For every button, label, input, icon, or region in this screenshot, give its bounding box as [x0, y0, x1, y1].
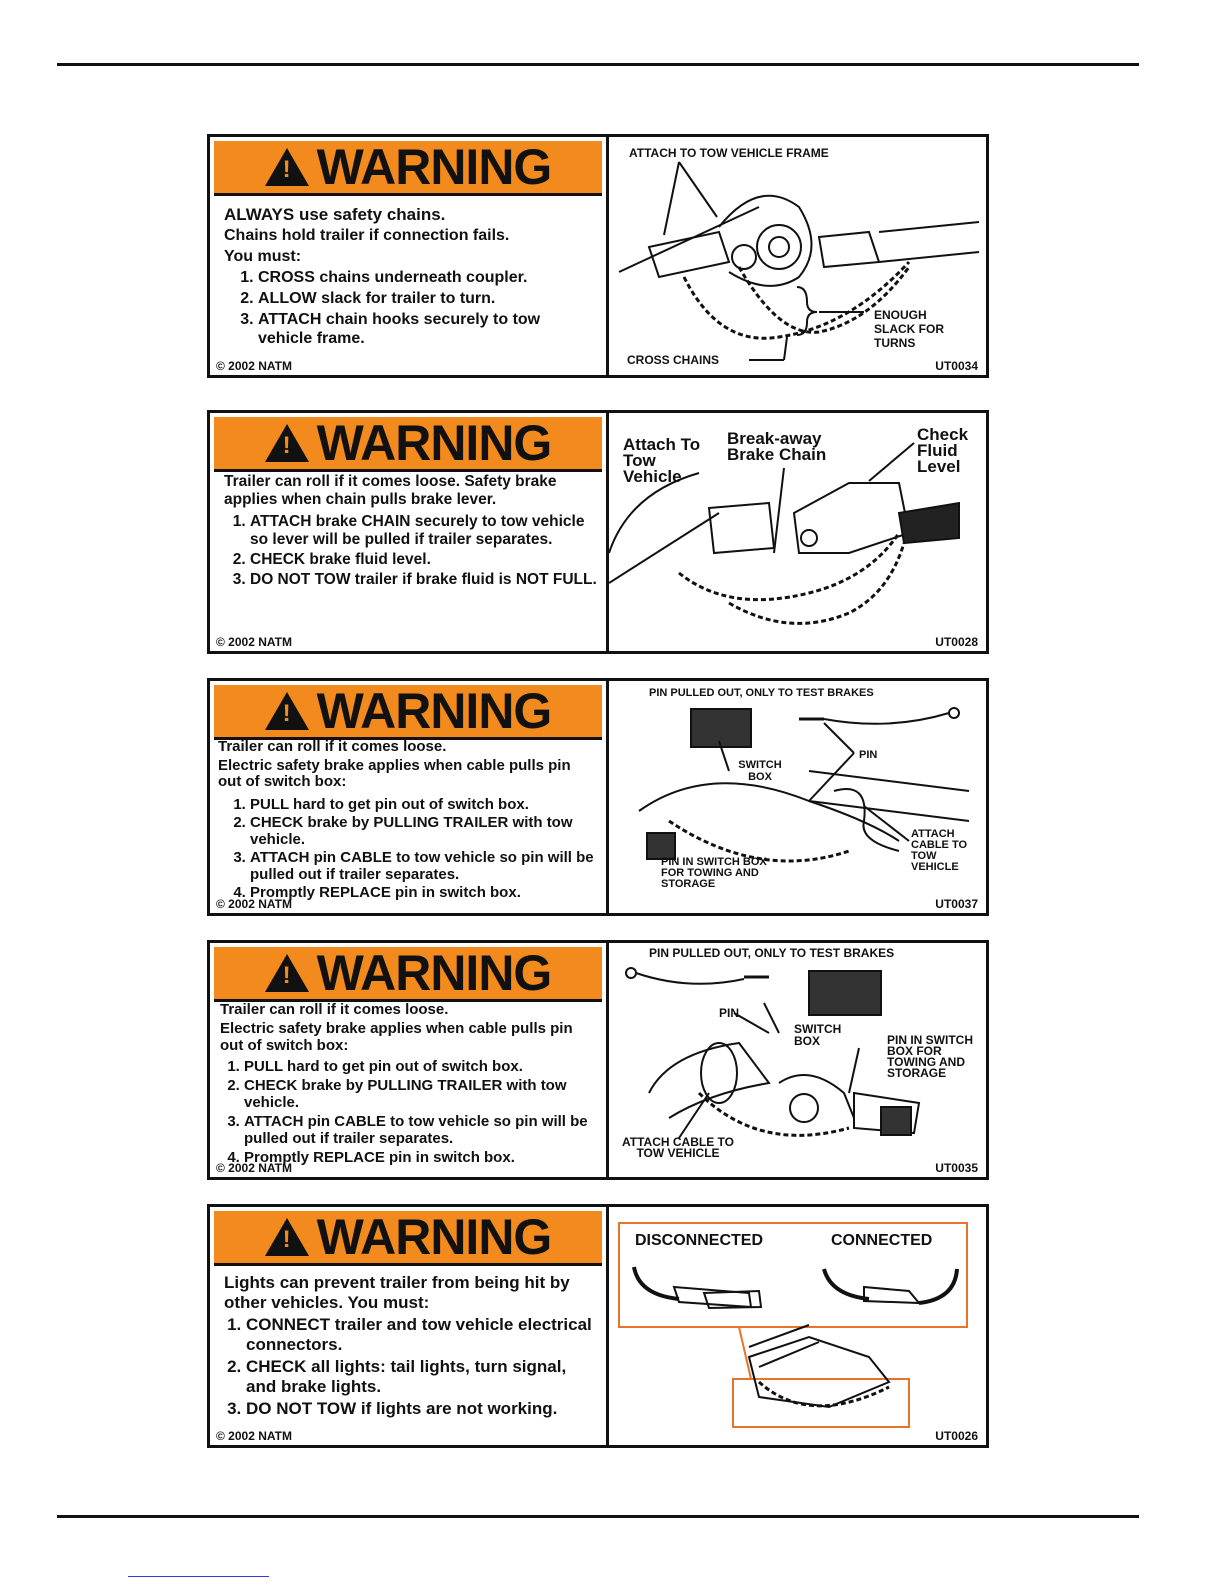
label-body: [224, 205, 598, 350]
caption-pin-pulled-out: PIN PULLED OUT, ONLY TO TEST BRAKES: [649, 687, 874, 699]
intro-line: Trailer can roll if it comes loose. Safety brake applies when chain pulls brake lever.: [224, 473, 557, 508]
caption-attach-tow-vehicle: Attach To Tow Vehicle: [623, 435, 701, 486]
intro-line: Chains hold trailer if connection fails.: [224, 227, 510, 244]
intro-line: Electric safety brake applies when cable pulls pin out of switch box:: [220, 1020, 573, 1054]
warning-heading: WARNING: [316, 1209, 552, 1265]
caption-switch-box: SWITCH BOX: [738, 759, 782, 783]
label-text-panel: [210, 943, 609, 1177]
warning-triangle-icon: [265, 954, 309, 992]
steps-list: [220, 1058, 598, 1166]
warning-label-lights: [207, 1204, 989, 1448]
caption-attach-frame: ATTACH TO TOW VEHICLE FRAME: [629, 146, 829, 160]
warning-triangle-icon: [265, 1218, 309, 1256]
step-item: 1. CONNECT trailer and tow vehicle electrical connectors.: [246, 1315, 598, 1355]
label-text-panel: [210, 137, 609, 375]
step-item: 2. ALLOW slack for trailer to turn.: [258, 289, 598, 308]
intro-line: You must:: [224, 248, 302, 265]
warning-heading: WARNING: [316, 415, 552, 471]
warning-heading: WARNING: [316, 139, 552, 195]
warning-banner: [214, 1211, 602, 1266]
label-illustration-panel: [609, 413, 986, 651]
steps-list: [224, 1315, 598, 1419]
warning-banner: [214, 947, 602, 1002]
step-item: 4. Promptly REPLACE pin in switch box.: [250, 885, 598, 902]
intro-line: Lights can prevent trailer from being hit by other vehicles. You must:: [224, 1273, 570, 1312]
step-item: 1. CROSS chains underneath coupler.: [258, 268, 598, 287]
caption-breakaway-chain: Break-away Brake Chain: [727, 429, 827, 464]
step-item: 4. Promptly REPLACE pin in switch box.: [244, 1149, 598, 1166]
step-item: 3. ATTACH pin CABLE to tow vehicle so pin will be pulled out if trailer separates.: [250, 850, 598, 883]
caption-switch-box: SWITCH BOX: [794, 1022, 842, 1048]
step-item: 3. ATTACH pin CABLE to tow vehicle so pin will be pulled out if trailer separates.: [244, 1113, 598, 1147]
caption-pin-pulled-out: PIN PULLED OUT, ONLY TO TEST BRAKES: [649, 946, 895, 960]
copyright: © 2002 NATM: [216, 359, 292, 373]
warning-triangle-icon: [265, 424, 309, 462]
warning-label-breakaway-brake: [207, 410, 989, 654]
footer-rule: [57, 1515, 1139, 1518]
copyright: © 2002 NATM: [216, 635, 292, 649]
caption-connected: CONNECTED: [831, 1232, 933, 1249]
warning-triangle-icon: [265, 692, 309, 730]
header-rule: [57, 63, 1139, 66]
copyright: © 2002 NATM: [216, 1429, 292, 1443]
label-body: [220, 1001, 598, 1168]
warning-heading: WARNING: [316, 945, 552, 1001]
label-illustration-panel: [609, 681, 986, 913]
label-illustration-panel: [609, 943, 986, 1177]
warning-label-switch-box: [207, 678, 989, 916]
caption-disconnected: DISCONNECTED: [635, 1232, 764, 1249]
label-text-panel: [210, 413, 609, 651]
step-item: 3. DO NOT TOW if lights are not working.: [246, 1399, 598, 1419]
label-code: UT0034: [935, 359, 978, 373]
caption-attach-cable: ATTACH CABLE TO TOW VEHICLE: [911, 828, 968, 873]
label-body: [224, 473, 598, 591]
label-body: [224, 1273, 598, 1421]
warning-banner: [214, 685, 602, 740]
copyright: © 2002 NATM: [216, 1161, 292, 1175]
step-item: 3. DO NOT TOW trailer if brake fluid is NOT FULL.: [250, 571, 598, 589]
caption-enough-slack: ENOUGH SLACK FOR TURNS: [874, 308, 944, 350]
footer-link-underline[interactable]: [128, 1576, 269, 1577]
intro-line: Electric safety brake applies when cable pulls pin out of switch box:: [218, 756, 571, 790]
caption-pin-in-switch-box: PIN IN SWITCH BOX FOR TOWING AND STORAGE: [887, 1033, 973, 1080]
label-illustration-panel: [609, 137, 986, 375]
caption-cross-chains: CROSS CHAINS: [627, 353, 720, 367]
label-code: UT0026: [935, 1429, 978, 1443]
copyright: © 2002 NATM: [216, 897, 292, 911]
step-item: 3. ATTACH chain hooks securely to tow vehicle frame.: [258, 310, 598, 348]
steps-list: [218, 797, 598, 902]
step-item: 1. ATTACH brake CHAIN securely to tow vehicle so lever will be pulled if trailer separates.: [250, 513, 598, 549]
warning-heading: WARNING: [316, 683, 552, 739]
label-text-panel: [210, 1207, 609, 1445]
caption-pin-in-switch-box: PIN IN SWITCH BOX FOR TOWING AND STORAGE: [661, 856, 767, 890]
label-code: UT0028: [935, 635, 978, 649]
step-item: 2. CHECK brake fluid level.: [250, 551, 598, 569]
label-body: [218, 739, 598, 904]
step-item: 2. CHECK all lights: tail lights, turn signal, and brake lights.: [246, 1357, 598, 1397]
steps-list: [224, 268, 598, 348]
warning-label-safety-chains: [207, 134, 989, 378]
label-code: UT0037: [935, 897, 978, 911]
warning-label-switch-box-alt: [207, 940, 989, 1180]
step-item: 1. PULL hard to get pin out of switch box.: [244, 1058, 598, 1075]
caption-check-fluid: Check Fluid Level: [917, 425, 969, 476]
label-text-panel: [210, 681, 609, 913]
caption-pin: PIN: [859, 749, 878, 761]
warning-banner: [214, 141, 602, 196]
label-code: UT0035: [935, 1161, 978, 1175]
caption-attach-cable: ATTACH CABLE TO TOW VEHICLE: [622, 1135, 734, 1160]
warning-banner: [214, 417, 602, 472]
step-item: 2. CHECK brake by PULLING TRAILER with tow vehicle.: [250, 815, 598, 848]
step-item: 2. CHECK brake by PULLING TRAILER with tow vehicle.: [244, 1077, 598, 1111]
intro-line: ALWAYS use safety chains.: [224, 205, 446, 224]
intro-line: Trailer can roll if it comes loose.: [218, 738, 447, 755]
steps-list: [224, 513, 598, 589]
step-item: 1. PULL hard to get pin out of switch box.: [250, 797, 598, 814]
intro-line: Trailer can roll if it comes loose.: [220, 1001, 449, 1018]
label-illustration-panel: [609, 1207, 986, 1445]
warning-triangle-icon: [265, 148, 309, 186]
caption-pin: PIN: [719, 1006, 740, 1020]
